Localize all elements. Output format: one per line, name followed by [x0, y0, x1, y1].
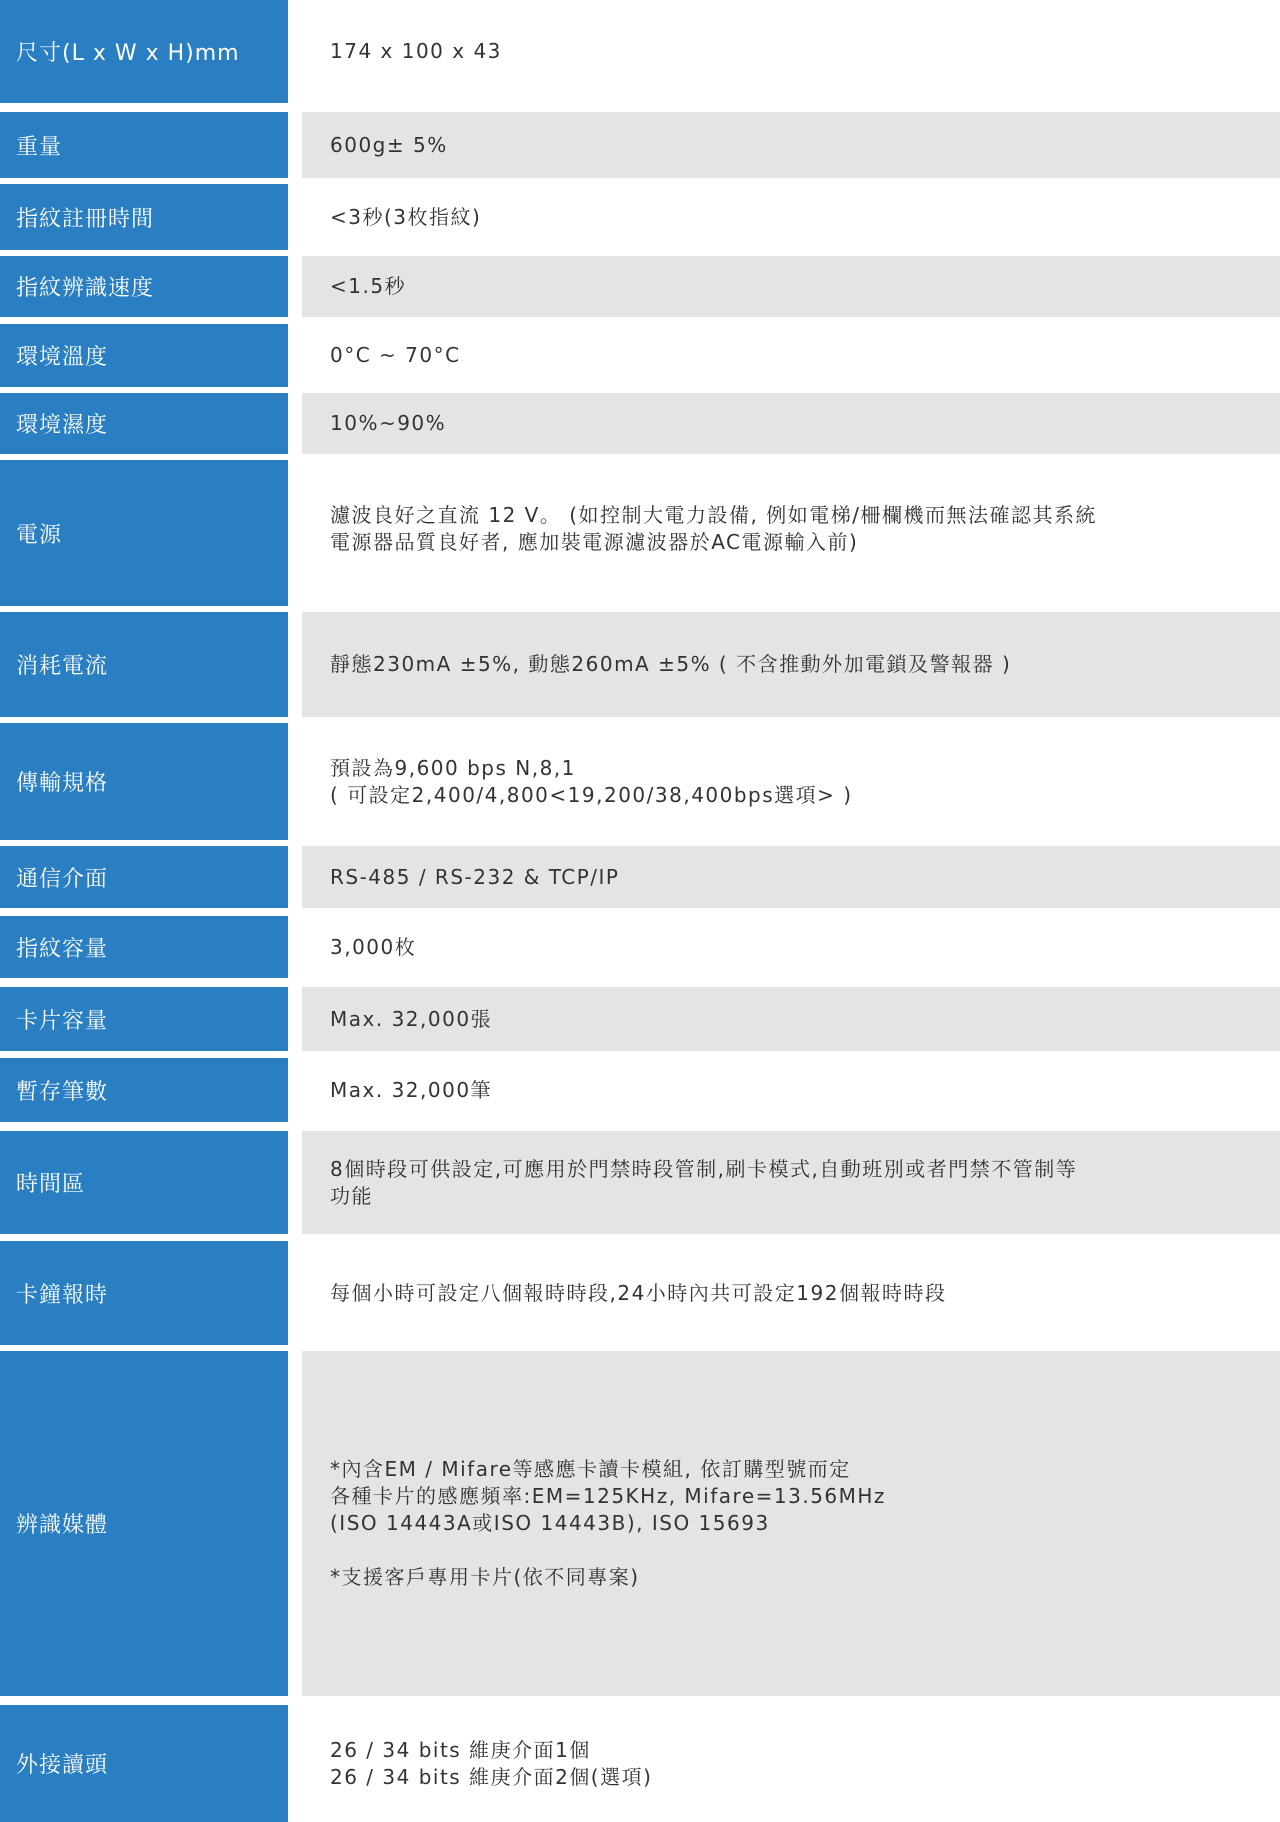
spec-row-enroll-time: [0, 184, 1280, 250]
spec-value-line: 靜態230mA ±5%, 動態260mA ±5% ( 不含推動外加電鎖及警報器 ): [330, 652, 1012, 676]
spec-value-line: <3秒(3枚指紋): [330, 204, 482, 229]
spec-value-line: 預設為9,600 bps N,8,1: [330, 755, 576, 780]
spec-value: [302, 612, 1280, 717]
spec-value-line: *支援客戶專用卡片(依不同專案): [330, 1565, 640, 1589]
spec-row-interface: [0, 846, 1280, 908]
spec-label: 指紋容量: [0, 916, 288, 978]
spec-value-line: 電源器品質良好者, 應加裝電源濾波器於AC電源輸入前): [330, 530, 859, 554]
spec-row-current: [0, 612, 1280, 717]
spec-label: 通信介面: [0, 846, 288, 908]
spec-label: 卡鐘報時: [0, 1241, 288, 1345]
spec-row-power: [0, 460, 1280, 606]
spec-value-line: 3,000枚: [330, 934, 417, 959]
spec-value-line: RS-485 / RS-232 & TCP/IP: [330, 864, 620, 889]
spec-row-bell: [0, 1241, 1280, 1345]
spec-value-line: 174 x 100 x 43: [330, 39, 502, 63]
spec-value-line: 8個時段可供設定,可應用於門禁時段管制,刷卡模式,自動班別或者門禁不管制等: [330, 1156, 1078, 1181]
spec-label: 辨識媒體: [0, 1351, 288, 1696]
spec-label: 傳輸規格: [0, 723, 288, 840]
spec-label: 環境溫度: [0, 324, 288, 387]
spec-label: 電源: [0, 460, 288, 606]
spec-value-line: Max. 32,000張: [330, 1006, 493, 1031]
spec-value-line: 600g± 5%: [330, 132, 448, 157]
spec-row-external-reader: [0, 1705, 1280, 1822]
spec-value: [302, 393, 1280, 454]
spec-value: [302, 0, 1280, 103]
spec-value-line: 濾波良好之直流 12 V。 (如控制大電力設備, 例如電梯/柵欄機而無法確認其系統: [330, 503, 1097, 527]
spec-label: 卡片容量: [0, 987, 288, 1051]
spec-value-line: *內含EM / Mifare等感應卡讀卡模組, 依訂購型號而定: [330, 1457, 851, 1481]
spec-label: 尺寸(L x W x H)mm: [0, 0, 288, 103]
spec-row-temperature: [0, 324, 1280, 387]
spec-label: 暫存筆數: [0, 1058, 288, 1122]
spec-label: 外接讀頭: [0, 1705, 288, 1822]
spec-row-weight: [0, 112, 1280, 178]
spec-row-size: [0, 0, 1280, 103]
spec-label: 指紋辨識速度: [0, 256, 288, 317]
spec-value-gap: [330, 1537, 1280, 1564]
spec-value-line: 每個小時可設定八個報時時段,24小時內共可設定192個報時時段: [330, 1280, 947, 1305]
spec-label: 指紋註冊時間: [0, 184, 288, 250]
spec-value: [302, 1351, 1280, 1696]
spec-value-line: ( 可設定2,400/4,800<19,200/38,400bps選項> ): [330, 782, 853, 807]
spec-value-line: 各種卡片的感應頻率:EM=125KHz, Mifare=13.56MHz: [330, 1484, 886, 1508]
spec-row-fingerprint-capacity: [0, 916, 1280, 978]
spec-value: [302, 112, 1280, 178]
spec-value-line: Max. 32,000筆: [330, 1077, 493, 1102]
spec-value: [302, 723, 1280, 840]
spec-value: [302, 1131, 1280, 1234]
spec-value-line: (ISO 14443A或ISO 14443B), ISO 15693: [330, 1511, 770, 1535]
spec-value: [302, 324, 1280, 387]
spec-row-log-capacity: [0, 1058, 1280, 1122]
spec-value-line: 功能: [330, 1183, 373, 1208]
spec-value-line: 26 / 34 bits 維庚介面1個: [330, 1737, 591, 1762]
spec-value: [302, 1058, 1280, 1122]
spec-row-media: [0, 1351, 1280, 1696]
spec-value: [302, 846, 1280, 908]
spec-value: [302, 460, 1280, 606]
spec-label: 消耗電流: [0, 612, 288, 717]
spec-value-line: 0°C ~ 70°C: [330, 343, 461, 367]
spec-value: [302, 1705, 1280, 1822]
spec-row-time-zone: [0, 1131, 1280, 1234]
spec-value: [302, 1241, 1280, 1345]
spec-value: [302, 256, 1280, 317]
spec-row-transmission: [0, 723, 1280, 840]
spec-value: [302, 987, 1280, 1051]
spec-row-card-capacity: [0, 987, 1280, 1051]
spec-label: 環境濕度: [0, 393, 288, 454]
spec-label: 時間區: [0, 1131, 288, 1234]
spec-value: [302, 916, 1280, 978]
spec-label: 重量: [0, 112, 288, 178]
spec-value: [302, 184, 1280, 250]
spec-value-line: <1.5秒: [330, 274, 407, 298]
spec-value-line: 10%~90%: [330, 411, 447, 435]
spec-row-humidity: [0, 393, 1280, 454]
spec-row-identify-speed: [0, 256, 1280, 317]
spec-value-line: 26 / 34 bits 維庚介面2個(選項): [330, 1764, 653, 1789]
